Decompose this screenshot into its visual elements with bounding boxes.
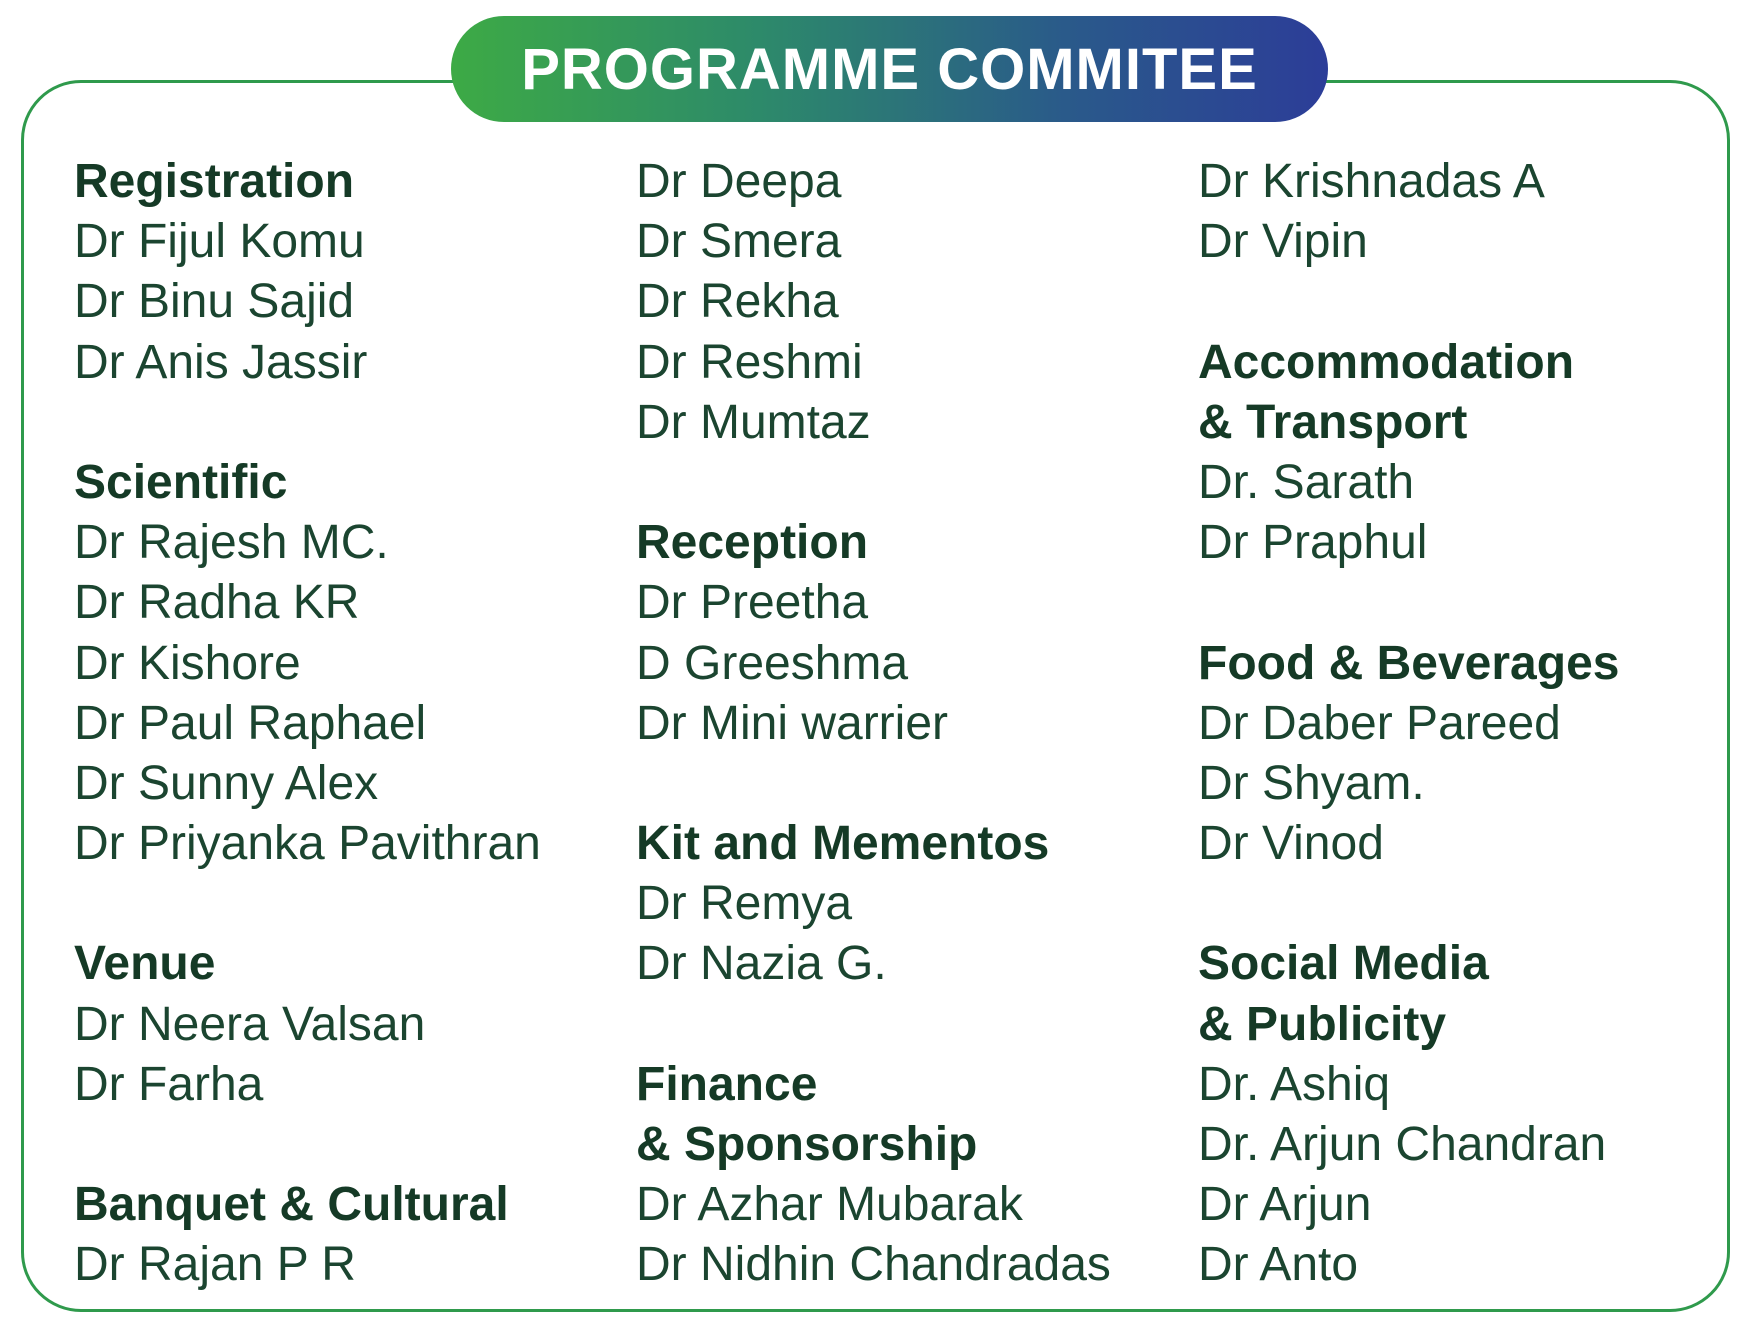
spacer <box>636 453 1111 513</box>
member-name: Dr Rekha <box>636 275 839 329</box>
section-heading-food: Food & Beverages <box>1198 636 1620 690</box>
member-name: Dr Azhar Mubarak <box>636 1178 1023 1232</box>
member-name: Dr Vinod <box>1198 817 1384 871</box>
spacer <box>74 874 541 934</box>
section-heading-social: Social Media <box>1198 937 1489 991</box>
member-name: D Greeshma <box>636 636 909 690</box>
member-name: Dr. Ashiq <box>1198 1057 1391 1111</box>
section-heading-social-line2: & Publicity <box>1198 997 1447 1051</box>
title-banner <box>451 16 1328 122</box>
section-heading-kit: Kit and Mementos <box>636 817 1050 871</box>
column-3 <box>1198 152 1619 1296</box>
spacer <box>74 393 541 453</box>
spacer <box>74 1115 541 1175</box>
member-name: Dr Anto <box>1198 1238 1359 1292</box>
section-heading-venue: Venue <box>74 937 216 991</box>
member-name: Dr Rajesh MC. <box>74 516 389 570</box>
member-name: Dr Krishnadas A <box>1198 155 1545 208</box>
member-name: Dr Deepa <box>636 155 842 208</box>
section-heading-registration: Registration <box>74 155 355 208</box>
member-name: Dr Mini warrier <box>636 696 948 750</box>
member-name: Dr Nazia G. <box>636 937 887 991</box>
member-name: Dr Neera Valsan <box>74 997 426 1051</box>
member-name: Dr Daber Pareed <box>1198 696 1561 750</box>
page-title: PROGRAMME COMMITEE <box>521 36 1258 102</box>
spacer <box>636 995 1111 1055</box>
section-heading-banquet: Banquet & Cultural <box>74 1178 509 1232</box>
member-name: Dr. Sarath <box>1198 455 1415 509</box>
section-heading-accommodation: Accommodation <box>1198 335 1575 389</box>
member-name: Dr Paul Raphael <box>74 696 427 750</box>
spacer <box>636 754 1111 814</box>
member-name: Dr Shyam. <box>1198 756 1425 810</box>
member-name: Dr Anis Jassir <box>74 335 368 389</box>
section-heading-reception: Reception <box>636 516 869 570</box>
section-heading-scientific: Scientific <box>74 455 288 509</box>
member-name: Dr Fijul Komu <box>74 215 365 269</box>
section-heading-accommodation-line2: & Transport <box>1198 395 1468 449</box>
member-name: Dr. Arjun Chandran <box>1198 1118 1607 1171</box>
member-name: Dr Mumtaz <box>636 395 871 449</box>
member-name: Dr Remya <box>636 877 853 931</box>
member-name: Dr Reshmi <box>636 335 863 389</box>
member-name: Dr Nidhin Chandradas <box>636 1238 1111 1292</box>
member-name: Dr Binu Sajid <box>74 275 355 329</box>
section-heading-finance-line2: & Sponsorship <box>636 1118 978 1171</box>
member-name: Dr Preetha <box>636 576 869 630</box>
member-name: Dr Sunny Alex <box>74 756 379 810</box>
member-name: Dr Arjun <box>1198 1178 1372 1232</box>
member-name: Dr Rajan P R <box>74 1238 356 1292</box>
section-heading-finance: Finance <box>636 1057 818 1111</box>
member-name: Dr Smera <box>636 215 842 269</box>
member-name: Dr Priyanka Pavithran <box>74 817 541 871</box>
spacer <box>1198 874 1619 934</box>
spacer <box>1198 272 1619 332</box>
column-1 <box>74 152 541 1296</box>
member-name: Dr Kishore <box>74 636 301 690</box>
member-name: Dr Farha <box>74 1057 264 1111</box>
member-name: Dr Radha KR <box>74 576 360 630</box>
spacer <box>1198 573 1619 633</box>
member-name: Dr Vipin <box>1198 215 1368 269</box>
column-2 <box>636 152 1111 1296</box>
member-name: Dr Praphul <box>1198 516 1428 570</box>
